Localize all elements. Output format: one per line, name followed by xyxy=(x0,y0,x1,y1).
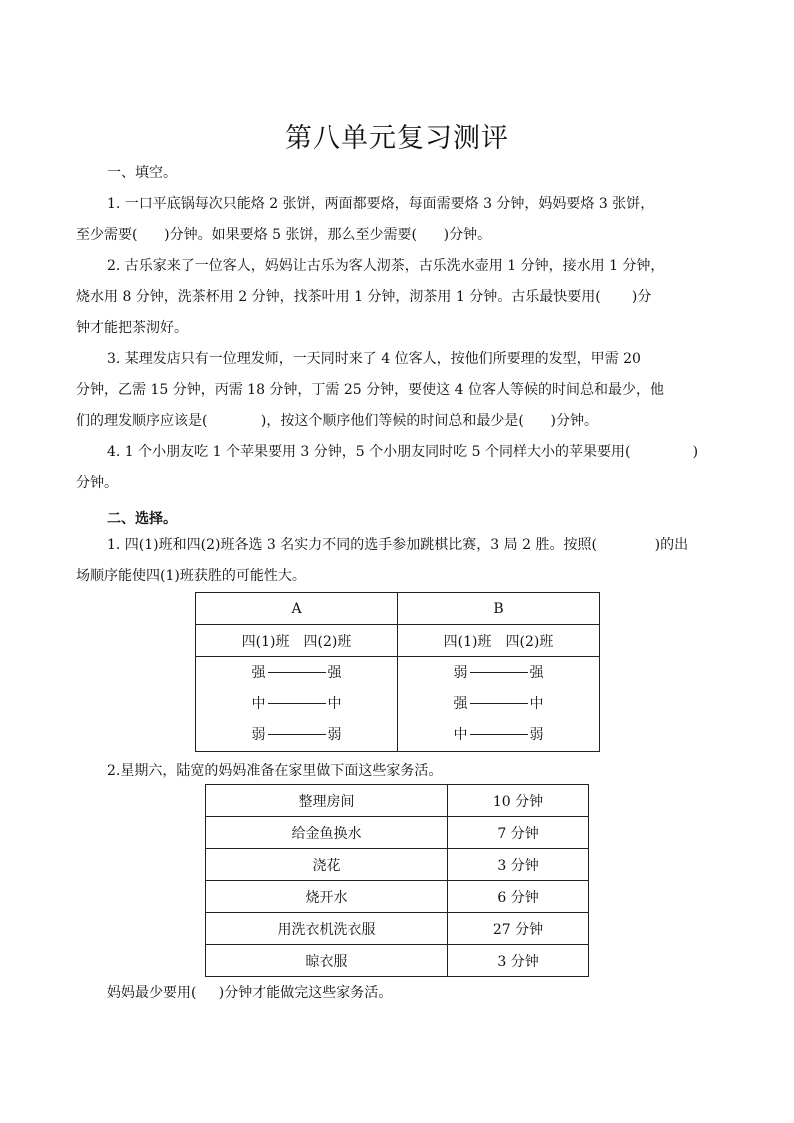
page-title: 第八单元复习测评 xyxy=(285,123,509,154)
question-1-1 xyxy=(76,189,728,251)
answer-blank[interactable] xyxy=(597,530,655,561)
matchup-row: 中 中 xyxy=(251,695,342,712)
question-1-4 xyxy=(76,437,728,499)
table-row xyxy=(206,849,589,881)
section-heading-choice: 二、选择。 xyxy=(107,511,177,527)
chore-time: 7 分钟 xyxy=(448,817,589,849)
question-2-1 xyxy=(76,530,728,592)
q3-line-3: 们的理发顺序应该是( )，按这个顺序他们等候的时间总和最少是( )分钟。 xyxy=(76,406,728,437)
s2q1-line-2: 场顺序能使四(1)班获胜的可能性大。 xyxy=(76,568,306,584)
chore-time: 3 分钟 xyxy=(448,849,589,881)
table-row xyxy=(206,881,589,913)
matchup-line xyxy=(268,733,326,735)
chore-time: 6 分钟 xyxy=(448,881,589,913)
matchup-row: 弱 弱 xyxy=(251,726,342,743)
chore-time: 10 分钟 xyxy=(448,785,589,817)
chore-name: 整理房间 xyxy=(206,785,448,817)
matchup-line xyxy=(470,671,528,673)
option-a-matchups xyxy=(196,657,398,752)
q2-line-1: 2. 古乐家来了一位客人，妈妈让古乐为客人沏茶，古乐洗水壶用 1 分钟，接水用 1 分钟， xyxy=(107,258,665,274)
question-1-3 xyxy=(76,344,728,437)
option-b-matchups xyxy=(398,657,600,752)
option-a-subheader: 四(1)班 四(2)班 xyxy=(196,625,398,657)
answer-blank[interactable] xyxy=(524,406,551,437)
section-heading-fill-in: 一、填空。 xyxy=(107,165,177,181)
q1-line-1: 1. 一口平底锅每次只能烙 2 张饼，两面都要烙，每面需要烙 3 分钟，妈妈要烙 3 张饼， xyxy=(107,196,655,212)
chores-table xyxy=(205,784,589,977)
table-row xyxy=(206,817,589,849)
matchup-row: 中 弱 xyxy=(453,726,544,743)
q4-line-1: 4. 1 个小朋友吃 1 个苹果要用 3 分钟，5 个小朋友同时吃 5 个同样大小的苹果要用( ) xyxy=(76,437,728,468)
answer-blank[interactable] xyxy=(137,220,164,251)
matchup-row: 强 中 xyxy=(453,695,544,712)
question-1-2 xyxy=(76,251,728,344)
s2q1-line-1: 1. 四(1)班和四(2)班各选 3 名实力不同的选手参加跳棋比赛，3 局 2 胜。按照( )的出 xyxy=(76,530,728,561)
matchup-row: 强 强 xyxy=(251,664,342,681)
option-b-header: B xyxy=(398,593,600,625)
q2-line-2: 烧水用 8 分钟，洗茶杯用 2 分钟，找茶叶用 1 分钟，沏茶用 1 分钟。古乐最快要用( )分 xyxy=(76,282,728,313)
q4-line-2: 分钟。 xyxy=(76,475,118,491)
q1-line-2: 至少需要( )分钟。如果要烙 5 张饼，那么至少需要( )分钟。 xyxy=(76,220,728,251)
q3-line-1: 3. 某理发店只有一位理发师，一天同时来了 4 位客人，按他们所要理的发型，甲需 20 xyxy=(107,351,641,367)
chore-name: 烧开水 xyxy=(206,881,448,913)
question-2-2-answer: 妈妈最少要用( )分钟才能做完这些家务活。 xyxy=(107,985,393,1001)
q3-line-2: 分钟，乙需 15 分钟，丙需 18 分钟，丁需 25 分钟，要使这 4 位客人等候的时间总和最少，他 xyxy=(76,382,664,398)
answer-blank[interactable] xyxy=(417,220,444,251)
chore-name: 浇花 xyxy=(206,849,448,881)
answer-blank[interactable] xyxy=(207,406,260,437)
option-a-header: A xyxy=(196,593,398,625)
matchup-line xyxy=(470,733,528,735)
q2-line-3: 钟才能把茶沏好。 xyxy=(76,320,188,336)
matchup-line xyxy=(268,702,326,704)
table-row xyxy=(206,945,589,977)
chore-time: 3 分钟 xyxy=(448,945,589,977)
matchup-line xyxy=(268,671,326,673)
answer-blank[interactable] xyxy=(630,437,692,468)
question-2-2-intro: 2.星期六，陆宽的妈妈准备在家里做下面这些家务活。 xyxy=(107,763,443,779)
answer-blank[interactable] xyxy=(601,282,632,313)
matchup-line xyxy=(470,702,528,704)
chore-name: 用洗衣机洗衣服 xyxy=(206,913,448,945)
lineup-table xyxy=(195,592,600,752)
matchup-row: 弱 强 xyxy=(453,664,544,681)
table-row xyxy=(206,785,589,817)
option-b-subheader: 四(1)班 四(2)班 xyxy=(398,625,600,657)
chore-name: 晾衣服 xyxy=(206,945,448,977)
answer-blank[interactable] xyxy=(196,985,218,1001)
table-row xyxy=(206,913,589,945)
chore-name: 给金鱼换水 xyxy=(206,817,448,849)
chore-time: 27 分钟 xyxy=(448,913,589,945)
